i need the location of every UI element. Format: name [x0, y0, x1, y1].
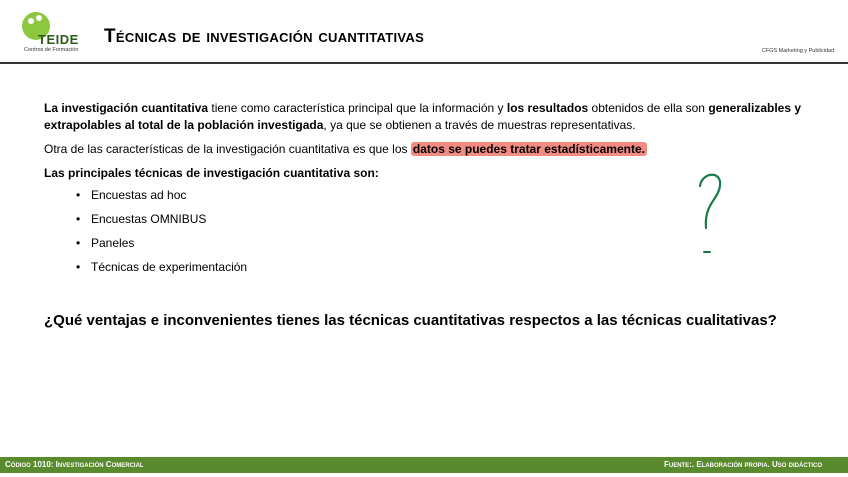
- text: obtenidos de ella son: [588, 101, 709, 115]
- bullet: •: [76, 236, 81, 250]
- slide-header: [0, 0, 848, 64]
- logo-subtitle: Centros de Formación: [24, 47, 79, 53]
- teide-logo: [22, 12, 94, 56]
- list-item-label: Encuestas OMNIBUS: [91, 212, 207, 226]
- list-item-label: Paneles: [91, 236, 135, 250]
- highlighted-text: datos se puedes tratar estadísticamente.: [412, 142, 645, 156]
- slide-footer: [0, 457, 848, 473]
- paragraph-statistics: [44, 141, 814, 158]
- paragraph-intro: [44, 100, 814, 134]
- course-label: CFGS Marketing y Publicidad: [761, 48, 834, 54]
- slide-title: Técnicas de investigación cuantitativas: [104, 26, 425, 47]
- bullet: •: [76, 260, 81, 274]
- list-item-label: Técnicas de experimentación: [91, 260, 248, 274]
- discussion-question: ¿Qué ventajas e inconvenientes tienes las técnicas cuantitativas respectos a las técnicas cualitativas?: [44, 312, 777, 329]
- logo-text: TEIDE: [38, 32, 79, 47]
- footer-source: Fuente:. Elaboración propia. Uso didáctico: [663, 460, 822, 469]
- logo-dot: [36, 15, 42, 21]
- logo-dot: [28, 18, 34, 24]
- bullet: •: [76, 212, 81, 226]
- text-bold: los resultados: [506, 101, 589, 115]
- text-bold: Las principales técnicas de investigación cuantitativa son:: [44, 166, 379, 180]
- bullet: •: [76, 188, 81, 202]
- text-bold: generalizables y extrapolables al total de la población investigada: [44, 101, 802, 132]
- question-mark-icon: [690, 168, 730, 260]
- text-bold: La investigación cuantitativa: [44, 101, 209, 115]
- list-item: [44, 259, 814, 283]
- text: Otra de las características de la investigación cuantitativa es que los: [44, 142, 411, 156]
- footer-course-code: Código 1010: Investigación Comercial: [5, 460, 144, 469]
- text: , ya que se obtienen a través de muestras representativas.: [323, 118, 636, 132]
- list-item-label: Encuestas ad hoc: [91, 188, 187, 202]
- header-divider: [0, 62, 848, 64]
- text: tiene como característica principal que la información y: [208, 101, 507, 115]
